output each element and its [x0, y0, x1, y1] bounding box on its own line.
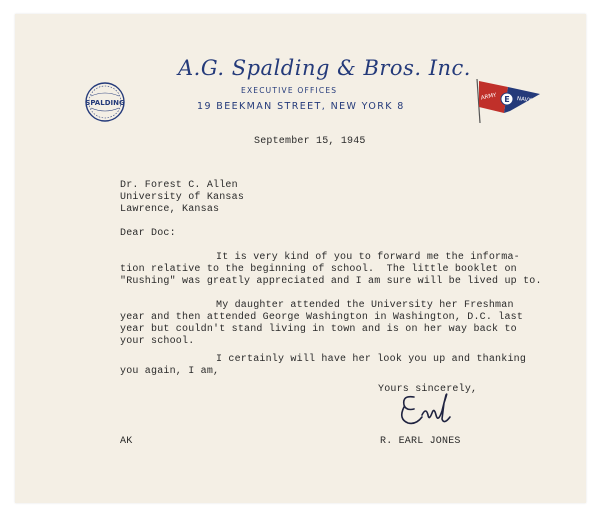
body-paragraph-2-line-4: your school. [120, 336, 195, 347]
body-paragraph-2-line-1: My daughter attended the University her Freshman [216, 300, 514, 311]
signer-name: R. EARL JONES [380, 436, 461, 447]
body-paragraph-3-line-2: you again, I am, [120, 366, 220, 377]
flag-e-text: E [504, 95, 510, 104]
body-paragraph-2-line-2: year and then attended George Washington in Washington, D.C. last [120, 312, 524, 323]
recipient-line-1: Dr. Forest C. Allen [120, 180, 238, 191]
recipient-line-3: Lawrence, Kansas [120, 204, 220, 215]
typist-initials: AK [120, 436, 133, 447]
letter-date: September 15, 1945 [254, 136, 366, 147]
closing: Yours sincerely, [378, 384, 478, 395]
spalding-seal-icon [84, 81, 126, 123]
executive-offices: EXECUTIVE OFFICES [241, 86, 338, 95]
flag-army-text: ARMY [480, 92, 498, 102]
company-name: A.G. Spalding & Bros. Inc. [178, 56, 471, 80]
recipient-line-2: University of Kansas [120, 192, 245, 203]
army-navy-e-flag-icon [474, 77, 544, 125]
body-paragraph-1-line-2: tion relative to the beginning of school. The little booklet on [120, 264, 517, 275]
body-paragraph-2-line-3: year but couldn't stand living in town and is on her way back to [120, 324, 517, 335]
body-paragraph-1-line-1: It is very kind of you to forward me the informa- [216, 252, 520, 263]
handwritten-signature [394, 389, 456, 433]
body-paragraph-1-line-3: "Rushing" was greatly appreciated and I am sure will be lived up to. [120, 276, 542, 287]
flag-navy-text: NAVY [516, 96, 532, 105]
seal-text: SPALDING [85, 99, 125, 107]
body-paragraph-3-line-1: I certainly will have her look you up and thanking [216, 354, 527, 365]
company-address: 19 BEEKMAN STREET, NEW YORK 8 [197, 101, 405, 112]
salutation: Dear Doc: [120, 228, 176, 239]
